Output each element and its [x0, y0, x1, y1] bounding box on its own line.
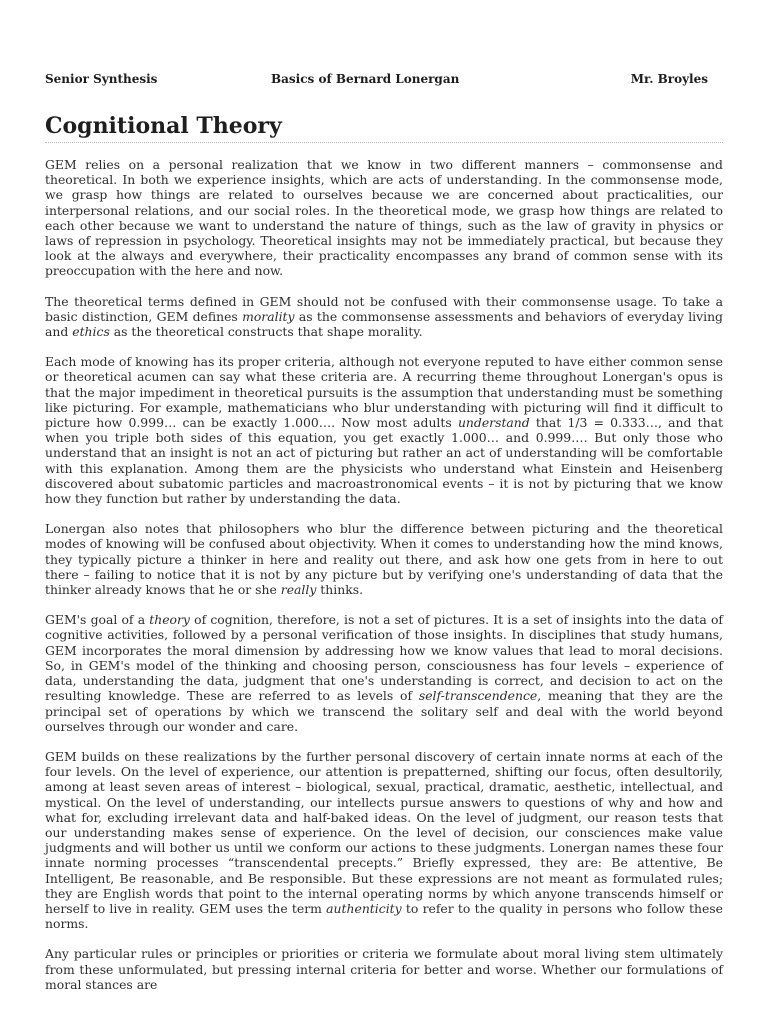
paragraph-1: GEM relies on a personal realization that we know in two different manners – commonsense and theoretical. In both we experience insights, which are acts of understanding. In the commonsense mode, we grasp how things are related to ourselves because we are concerned about practicalities, our interpersonal relations, and our social roles. In the theoretical mode, we grasp how things are related to each other because we want to understand the nature of things, such as the law of gravity in physics or laws of repression in psychology. Theoretical insights may not be immediately practical, but because they look at the always and everywhere, their practicality encompasses any brand of common sense with its preoccupation with the here and now.: [45, 157, 723, 279]
paragraph-3-text-a: Each mode of knowing has its proper criteria, although not everyone reputed to have either common sense or theoretical acumen can say what these criteria are. A recurring theme throughout Lonergan's opus is that the major impediment in theoretical pursuits is the assumption that understanding must be something like picturing. For example, mathematicians who blur understanding with picturing will find it difficult to picture how 0.999… can be exactly 1.000…. Now most adults: [45, 354, 723, 431]
paragraph-7: Any particular rules or principles or priorities or criteria we formulate about moral living stem ultimately from these unformulated, but pressing internal criteria for better and worse. Whether our formulations of moral stances are: [45, 946, 723, 992]
paragraph-5-text-a: GEM's goal of a: [45, 612, 150, 628]
paragraph-3-text-c: that 1/3 = 0.333…, and that when you triple both sides of this equation, you get exactly 1.000… and 0.999…. But only those who understand that an insight is not an act of picturing but rather an act of understanding will be comfortable with this explanation. Among them are the physicists who understand what Einstein and Heisenberg discovered about subatomic particles and macroastronomical events – it is not by picturing that we know how they function but rather by understanding the data.: [45, 415, 723, 507]
paragraph-4-text-c: thinks.: [316, 582, 364, 598]
paragraph-2-text-c: as the commonsense assessments and behaviors of everyday living and: [45, 308, 723, 340]
header-topic: Basics of Bernard Lonergan: [271, 72, 460, 86]
document-body: [45, 157, 723, 1007]
paragraph-5-text-c: of cognition, therefore, is not a set of pictures. It is a set of insights into the data of cognitive activities, followed by a personal verification of those insights. In disciplines that study humans, GEM incorporates the moral dimension by addressing how we know values that lead to moral decisions. So, in GEM's model of the thinking and choosing person, consciousness has four levels – experience of data, understanding the data, judgment that one's understanding is correct, and decision to act on the resulting knowledge. These are referred to as levels of: [45, 612, 723, 704]
title-divider: [45, 142, 723, 143]
paragraph-4: [45, 521, 723, 597]
header-teacher: Mr. Broyles: [630, 72, 708, 86]
term-understand: understand: [457, 415, 530, 431]
paragraph-6-text-c: to refer to the quality in persons who follow these norms.: [45, 900, 723, 932]
term-theory: theory: [149, 612, 190, 628]
paragraph-6-text-a: GEM builds on these realizations by the further personal discovery of certain innate norms at each of the four levels. On the level of experience, our attention is prepatterned, shifting our focus, often desultorily, among at least seven areas of interest – biological, sexual, practical, dramatic, aesthetic, intellectual, and mystical. On the level of understanding, our intellects pursue answers to questions of why and how and what for, excluding irrelevant data and half-baked ideas. On the level of judgment, our reason tests that our understanding makes sense of experience. On the level of decision, our consciences make value judgments and will bother us until we conform our actions to these judgments. Lonergan names these four innate norming processes “transcendental precepts.” Briefly expressed, they are: Be attentive, Be Intelligent, Be reasonable, and Be responsible. But these expressions are not meant as formulated rules; they are English words that point to the internal operating norms by which anyone transcends himself or herself to live in reality. GEM uses the term: [45, 748, 723, 916]
paragraph-2: [45, 294, 723, 340]
paragraph-5: [45, 612, 723, 734]
term-morality: morality: [242, 308, 295, 324]
term-self-transcendence: self-transcendence: [418, 688, 538, 704]
paragraph-4-text-a: Lonergan also notes that philosophers who blur the difference between picturing and the theoretical modes of knowing will be confused about objectivity. When it comes to understanding how the mind knows, they typically picture a thinker in here and reality out there, and ask how one gets from in here to out there – failing to notice that it is not by any picture but by verifying one's understanding of data that the thinker already knows that he or she: [45, 521, 723, 598]
page-title: Cognitional Theory: [45, 113, 282, 139]
paragraph-6: [45, 749, 723, 931]
term-ethics: ethics: [72, 324, 110, 340]
paragraph-5-text-e: , meaning that they are the principal set of operations by which we transcend the solitary self and deal with the world beyond ourselves through our wonder and care.: [45, 688, 723, 734]
paragraph-2-text-e: as the theoretical constructs that shape morality.: [109, 324, 423, 340]
term-authenticity: authenticity: [326, 900, 402, 916]
header-course: Senior Synthesis: [45, 72, 158, 86]
paragraph-2-text-a: The theoretical terms defined in GEM should not be confused with their commonsense usage. To take a basic distinction, GEM defines: [45, 293, 723, 324]
paragraph-3: [45, 354, 723, 506]
term-really: really: [280, 582, 317, 598]
